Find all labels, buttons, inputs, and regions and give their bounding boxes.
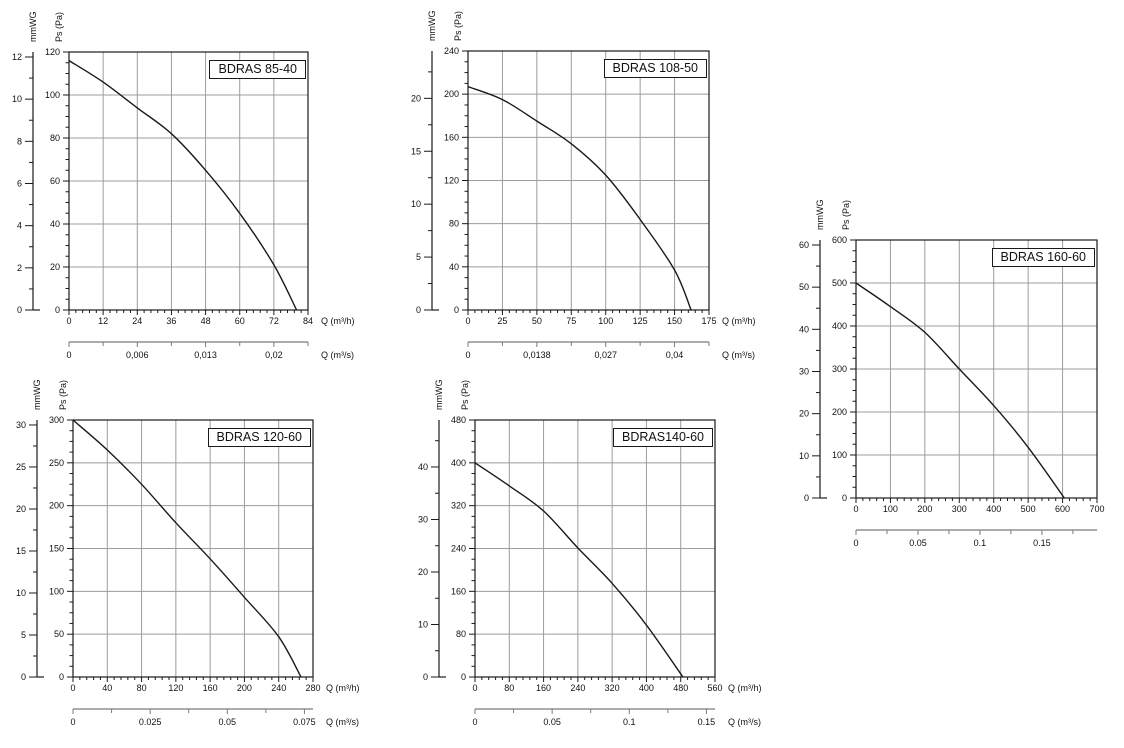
fan-performance-curve [856,283,1064,498]
axis-tick-label: 100 [831,450,847,460]
axis-tick-label: 150 [667,316,683,326]
axis-tick-label: 4 [16,220,22,231]
axis-tick-label: 5 [415,252,421,263]
axis-tick-label: 20 [15,503,26,514]
axis-tick-label: 50 [798,282,809,293]
axis-tick-label: 0 [66,350,72,360]
axis-tick-label: 0 [58,672,64,682]
axis-tick-label: 40 [417,461,428,472]
axis-tick-label: 320 [604,683,620,693]
axis-tick-label: 10 [11,94,22,105]
axis-tick-label: 72 [268,316,279,326]
axis-tick-label: 0.05 [218,717,237,727]
axis-tick-label: 300 [48,415,64,425]
axis-tick-label: 60 [49,176,60,186]
axis-tick-label: 10 [798,450,809,461]
axis-tick-label: 15 [15,545,26,556]
axis-tick-label: 320 [450,500,466,511]
axis-tick-label: 300 [951,504,967,514]
axis-tick-label: 0 [415,305,421,315]
chart-title-box: BDRAS 120-60 [208,428,311,447]
axis-tick-label: 50 [531,316,542,326]
axis-tick-label: 40 [49,219,60,229]
axis-tick-label: 0.075 [293,717,316,727]
fan-performance-curve [468,87,691,310]
axis-tick-label: 36 [166,316,177,326]
axis-tick-label: 60 [234,316,245,326]
axis-tick-label: 30 [798,366,809,377]
axis-tick-label: 48 [200,316,211,326]
axis-tick-label: 20 [417,566,428,577]
axis-tick-label: 5 [20,629,26,640]
axis-tick-label: 500 [1020,504,1036,514]
axis-tick-label: 480 [450,415,466,425]
chart-title-box: BDRAS 160-60 [992,248,1095,267]
axis-tick-label: 100 [44,90,60,100]
axis-tick-label: 6 [16,178,22,189]
axis-tick-label: 0 [66,316,72,326]
axis-tick-label: 250 [48,457,64,468]
axis-tick-label: 0.15 [697,717,716,727]
axis-tick-label: 160 [536,683,552,693]
x-axis-unit-primary: Q (m³/h) [728,683,762,693]
x-axis-unit-secondary: Q (m³/s) [321,350,354,360]
axis-tick-label: 0 [70,717,76,727]
x-axis-unit-primary: Q (m³/h) [326,683,360,693]
axis-tick-label: 0 [422,672,428,682]
axis-tick-label: 0 [54,305,60,315]
axis-tick-label: 0.05 [543,717,561,727]
pa-axis-title: Ps (Pa) [460,379,470,410]
pa-axis-title: Ps (Pa) [453,10,463,41]
axis-tick-label: 0,04 [665,350,684,360]
axis-tick-label: 20 [798,408,809,419]
pa-axis-title: Ps (Pa) [841,199,851,230]
x-axis-unit-secondary: Q (m³/s) [722,350,755,360]
axis-tick-label: 75 [566,316,577,326]
axis-tick-label: 84 [302,316,314,326]
axis-tick-label: 24 [132,316,143,326]
mmwg-axis-title: mmWG [28,11,38,42]
axis-tick-label: 0 [853,504,859,514]
axis-tick-label: 0 [841,493,847,503]
axis-tick-label: 200 [236,683,252,693]
axis-tick-label: 50 [53,629,64,640]
axis-tick-label: 160 [443,132,459,143]
axis-tick-label: 30 [15,419,26,430]
axis-tick-label: 200 [48,500,64,511]
axis-tick-label: 400 [450,457,466,468]
axis-tick-label: 40 [798,324,809,335]
axis-tick-label: 0,013 [194,350,217,360]
mmwg-axis-title: mmWG [815,199,825,230]
axis-tick-label: 500 [831,278,847,288]
axis-tick-label: 600 [1055,504,1071,514]
axis-tick-label: 280 [305,683,321,693]
axis-tick-label: 10 [15,587,26,598]
axis-tick-label: 0 [472,683,478,693]
axis-tick-label: 40 [448,261,459,272]
axis-tick-label: 100 [598,316,614,326]
axis-tick-label: 30 [417,514,428,525]
axis-tick-label: 160 [202,683,218,693]
mmwg-axis-title: mmWG [434,379,444,410]
axis-tick-label: 120 [443,175,459,186]
x-axis-unit-secondary: Q (m³/s) [728,717,761,727]
axis-tick-label: 240 [450,543,466,554]
chart-title-box: BDRAS140-60 [613,428,713,447]
axis-tick-label: 0,027 [594,350,617,360]
axis-tick-label: 560 [707,683,723,693]
axis-tick-label: 12 [11,51,22,62]
axis-tick-label: 240 [570,683,586,693]
axis-tick-label: 0 [465,316,471,326]
x-axis-unit-secondary: Q (m³/s) [326,717,359,727]
axis-tick-label: 20 [49,262,60,272]
axis-tick-label: 240 [271,683,287,693]
axis-tick-label: 240 [443,46,459,56]
axis-tick-label: 0.15 [1033,538,1051,548]
axis-tick-label: 160 [450,586,466,597]
axis-tick-label: 0 [16,305,22,315]
axis-tick-label: 0.1 [623,717,636,727]
axis-tick-label: 0,006 [126,350,149,360]
axis-tick-label: 120 [168,683,184,693]
axis-tick-label: 0.05 [909,538,927,548]
axis-tick-label: 10 [417,619,428,630]
x-axis-unit-primary: Q (m³/h) [722,316,756,326]
axis-tick-label: 80 [448,218,459,229]
axis-tick-label: 0.1 [973,538,987,548]
axis-tick-label: 120 [44,47,60,57]
axis-tick-label: 300 [831,364,847,374]
axis-tick-label: 0 [70,683,76,693]
axis-tick-label: 200 [831,407,847,417]
axis-tick-label: 0.025 [138,717,162,727]
axis-tick-label: 0 [20,672,26,682]
pa-axis-title: Ps (Pa) [54,11,64,42]
axis-tick-label: 0 [465,350,471,360]
mmwg-axis-title: mmWG [427,10,437,41]
mmwg-axis-title: mmWG [32,379,42,410]
axis-tick-label: 20 [410,93,421,104]
axis-tick-label: 0 [460,672,466,682]
axis-tick-label: 150 [48,543,64,554]
axis-tick-label: 25 [15,461,26,472]
axis-tick-label: 12 [98,316,109,326]
axis-tick-label: 600 [831,235,847,245]
axis-tick-label: 125 [632,316,648,326]
axis-tick-label: 0,0138 [523,350,551,360]
axis-tick-label: 2 [16,262,22,273]
axis-tick-label: 40 [102,683,113,693]
axis-tick-label: 400 [831,321,847,331]
fan-performance-curve [475,463,683,677]
pa-axis-title: Ps (Pa) [58,379,68,410]
axis-tick-label: 0 [853,538,859,548]
axis-tick-label: 400 [638,683,654,693]
axis-tick-label: 80 [504,683,515,693]
axis-tick-label: 60 [798,239,809,250]
axis-tick-label: 0,02 [265,350,283,360]
axis-tick-label: 175 [701,316,717,326]
axis-tick-label: 0 [803,493,809,503]
axis-tick-label: 100 [882,504,898,514]
axis-tick-label: 25 [497,316,508,326]
axis-tick-label: 400 [986,504,1002,514]
axis-tick-label: 0 [472,717,478,727]
axis-tick-label: 10 [410,199,421,210]
axis-tick-label: 480 [673,683,689,693]
axis-tick-label: 100 [48,586,64,597]
axis-tick-label: 80 [136,683,147,693]
chart-title-box: BDRAS 85-40 [209,60,306,79]
axis-tick-label: 700 [1089,504,1105,514]
chart-title-box: BDRAS 108-50 [604,59,707,78]
axis-tick-label: 80 [455,629,466,640]
axis-tick-label: 80 [49,133,60,143]
axis-tick-label: 200 [917,504,933,514]
axis-tick-label: 0 [453,305,459,315]
axis-tick-label: 200 [443,89,459,100]
axis-tick-label: 8 [16,136,22,147]
axis-tick-label: 15 [410,146,421,157]
x-axis-unit-primary: Q (m³/h) [321,316,355,326]
